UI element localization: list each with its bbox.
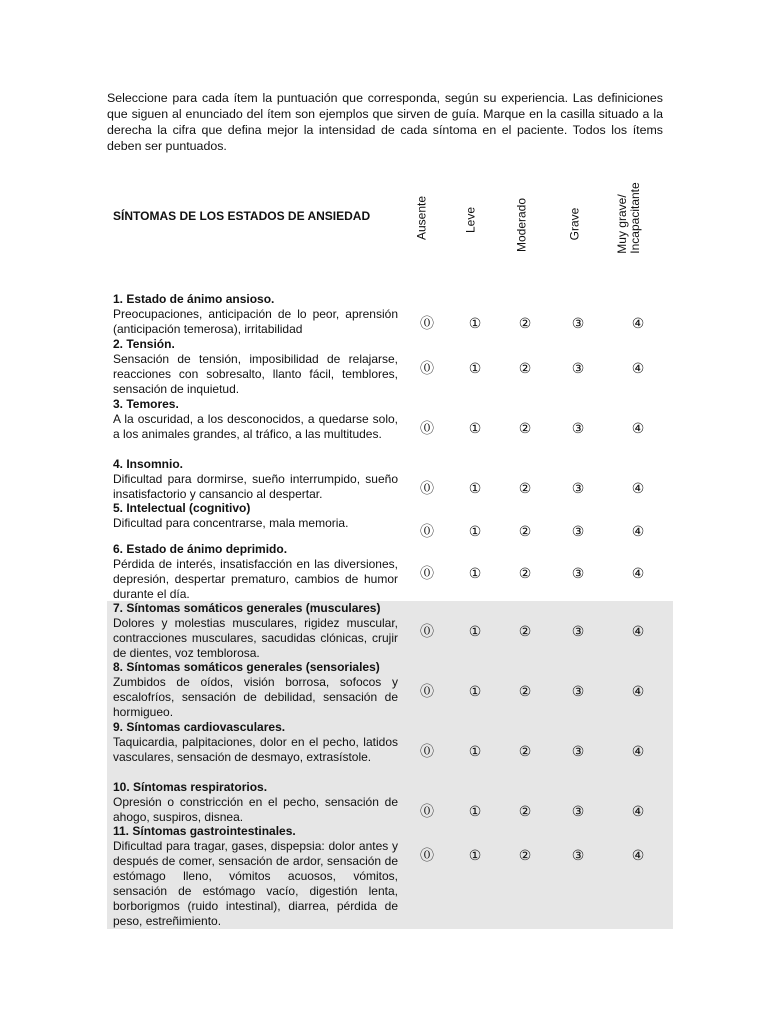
item-11 bbox=[113, 824, 398, 929]
item-9 bbox=[113, 720, 398, 765]
score-option-2[interactable]: ② bbox=[518, 420, 532, 436]
item-description: Pérdida de interés, insatisfacción en las diversiones, depresión, despertar prematuro, cambios de humor durante el día. bbox=[113, 557, 398, 601]
score-option-3[interactable]: ③ bbox=[571, 360, 585, 376]
score-option-0[interactable]: ⓪ bbox=[420, 565, 434, 581]
item-4 bbox=[113, 457, 398, 502]
score-option-4[interactable]: ④ bbox=[631, 683, 645, 699]
score-option-2[interactable]: ② bbox=[518, 480, 532, 496]
item-title: 4. Insomnio. bbox=[113, 457, 184, 471]
score-option-4[interactable]: ④ bbox=[631, 847, 645, 863]
score-option-2[interactable]: ② bbox=[518, 683, 532, 699]
score-option-0[interactable]: ⓪ bbox=[420, 420, 434, 436]
item-title: 3. Temores. bbox=[113, 397, 179, 411]
score-option-4[interactable]: ④ bbox=[631, 803, 645, 819]
item-title: 10. Síntomas respiratorios. bbox=[113, 780, 268, 794]
score-option-0[interactable]: ⓪ bbox=[420, 803, 434, 819]
score-option-3[interactable]: ③ bbox=[571, 565, 585, 581]
score-option-1[interactable]: ① bbox=[468, 683, 482, 699]
score-option-3[interactable]: ③ bbox=[571, 847, 585, 863]
score-option-2[interactable]: ② bbox=[518, 565, 532, 581]
score-option-1[interactable]: ① bbox=[468, 523, 482, 539]
item-2 bbox=[113, 337, 398, 397]
score-option-2[interactable]: ② bbox=[518, 847, 532, 863]
item-description: Dificultad para tragar, gases, dispepsia: dolor antes y después de comer, sensación de ardor, sensación de estómago lleno, vómitos acuosos, vómitos, sensación de estómago vacío, digestión lenta, borborigmos (ruido intestinal), diarrea, pérdida de peso, estreñimiento. bbox=[113, 839, 398, 928]
score-option-3[interactable]: ③ bbox=[571, 480, 585, 496]
score-option-1[interactable]: ① bbox=[468, 565, 482, 581]
item-title: 9. Síntomas cardiovasculares. bbox=[113, 720, 286, 734]
item-description: Dolores y molestias musculares, rigidez muscular, contracciones musculares, sacudidas clónicas, crujir de dientes, voz temblorosa. bbox=[113, 616, 398, 660]
item-title: 7. Síntomas somáticos generales (musculares) bbox=[113, 601, 381, 615]
score-option-4[interactable]: ④ bbox=[631, 420, 645, 436]
column-header-leve: Leve bbox=[463, 206, 478, 234]
score-option-2[interactable]: ② bbox=[518, 523, 532, 539]
item-10 bbox=[113, 780, 398, 825]
item-6 bbox=[113, 542, 398, 602]
item-description: Taquicardia, palpitaciones, dolor en el pecho, latidos vasculares, sensación de desmayo, extrasístole. bbox=[113, 735, 398, 764]
score-option-4[interactable]: ④ bbox=[631, 360, 645, 376]
score-option-0[interactable]: ⓪ bbox=[420, 623, 434, 639]
item-description: Preocupaciones, anticipación de lo peor, aprensión (anticipación temerosa), irritabilidad bbox=[113, 307, 398, 336]
score-option-4[interactable]: ④ bbox=[631, 743, 645, 759]
score-option-0[interactable]: ⓪ bbox=[420, 743, 434, 759]
column-header-ausente: Ausente bbox=[414, 195, 429, 241]
item-description: Sensación de tensión, imposibilidad de relajarse, reacciones con sobresalto, llanto fácil, temblores, sensación de inquietud. bbox=[113, 352, 398, 396]
score-option-0[interactable]: ⓪ bbox=[420, 480, 434, 496]
score-option-1[interactable]: ① bbox=[468, 315, 482, 331]
score-option-0[interactable]: ⓪ bbox=[420, 523, 434, 539]
score-option-0[interactable]: ⓪ bbox=[420, 847, 434, 863]
score-option-1[interactable]: ① bbox=[468, 803, 482, 819]
score-option-0[interactable]: ⓪ bbox=[420, 315, 434, 331]
item-title: 5. Intelectual (cognitivo) bbox=[113, 501, 251, 515]
score-option-3[interactable]: ③ bbox=[571, 315, 585, 331]
item-1 bbox=[113, 292, 398, 337]
score-option-1[interactable]: ① bbox=[468, 420, 482, 436]
score-option-2[interactable]: ② bbox=[518, 315, 532, 331]
column-header-muy-grave: Muy grave/ Incapacitante bbox=[615, 182, 642, 254]
item-description: Dificultad para dormirse, sueño interrumpido, sueño insatisfactorio y cansancio al despertar. bbox=[113, 472, 398, 501]
item-7 bbox=[113, 601, 398, 661]
score-option-1[interactable]: ① bbox=[468, 360, 482, 376]
item-3 bbox=[113, 397, 398, 442]
score-option-2[interactable]: ② bbox=[518, 360, 532, 376]
score-option-0[interactable]: ⓪ bbox=[420, 683, 434, 699]
item-title: 2. Tensión. bbox=[113, 337, 175, 351]
column-header-moderado: Moderado bbox=[514, 197, 529, 253]
score-option-3[interactable]: ③ bbox=[571, 803, 585, 819]
score-option-3[interactable]: ③ bbox=[571, 743, 585, 759]
item-title: 8. Síntomas somáticos generales (sensoriales) bbox=[113, 660, 380, 674]
item-8 bbox=[113, 660, 398, 720]
score-option-3[interactable]: ③ bbox=[571, 623, 585, 639]
score-option-3[interactable]: ③ bbox=[571, 683, 585, 699]
score-option-1[interactable]: ① bbox=[468, 743, 482, 759]
item-title: 6. Estado de ánimo deprimido. bbox=[113, 542, 288, 556]
score-option-2[interactable]: ② bbox=[518, 743, 532, 759]
item-description: A la oscuridad, a los desconocidos, a quedarse solo, a los animales grandes, al tráfico, a las multitudes. bbox=[113, 412, 398, 441]
item-title: 1. Estado de ánimo ansioso. bbox=[113, 292, 275, 306]
score-option-4[interactable]: ④ bbox=[631, 315, 645, 331]
column-header-grave: Grave bbox=[567, 207, 582, 241]
score-option-4[interactable]: ④ bbox=[631, 523, 645, 539]
score-option-0[interactable]: ⓪ bbox=[420, 360, 434, 376]
item-description: Opresión o constricción en el pecho, sensación de ahogo, suspiros, disnea. bbox=[113, 795, 398, 824]
score-option-4[interactable]: ④ bbox=[631, 623, 645, 639]
instructions-paragraph: Seleccione para cada ítem la puntuación que corresponda, según su experiencia. Las definiciones que siguen al enunciado del ítem son ejemplos que sirven de guía. Marque en la casilla situado a la derecha la cifra que defina mejor la intensidad de cada síntoma en el paciente. Todos los ítems deben ser puntuados. bbox=[107, 91, 663, 153]
score-option-3[interactable]: ③ bbox=[571, 523, 585, 539]
score-option-1[interactable]: ① bbox=[468, 847, 482, 863]
item-description: Dificultad para concentrarse, mala memoria. bbox=[113, 516, 349, 530]
item-description: Zumbidos de oídos, visión borrosa, sofocos y escalofríos, sensación de debilidad, sensación de hormigueo. bbox=[113, 675, 398, 719]
item-title: 11. Síntomas gastrointestinales. bbox=[113, 824, 296, 838]
score-option-2[interactable]: ② bbox=[518, 803, 532, 819]
score-option-1[interactable]: ① bbox=[468, 480, 482, 496]
score-option-4[interactable]: ④ bbox=[631, 480, 645, 496]
table-title: SÍNTOMAS DE LOS ESTADOS DE ANSIEDAD bbox=[113, 209, 371, 223]
score-option-1[interactable]: ① bbox=[468, 623, 482, 639]
score-option-3[interactable]: ③ bbox=[571, 420, 585, 436]
score-option-4[interactable]: ④ bbox=[631, 565, 645, 581]
score-option-2[interactable]: ② bbox=[518, 623, 532, 639]
item-5 bbox=[113, 501, 398, 531]
